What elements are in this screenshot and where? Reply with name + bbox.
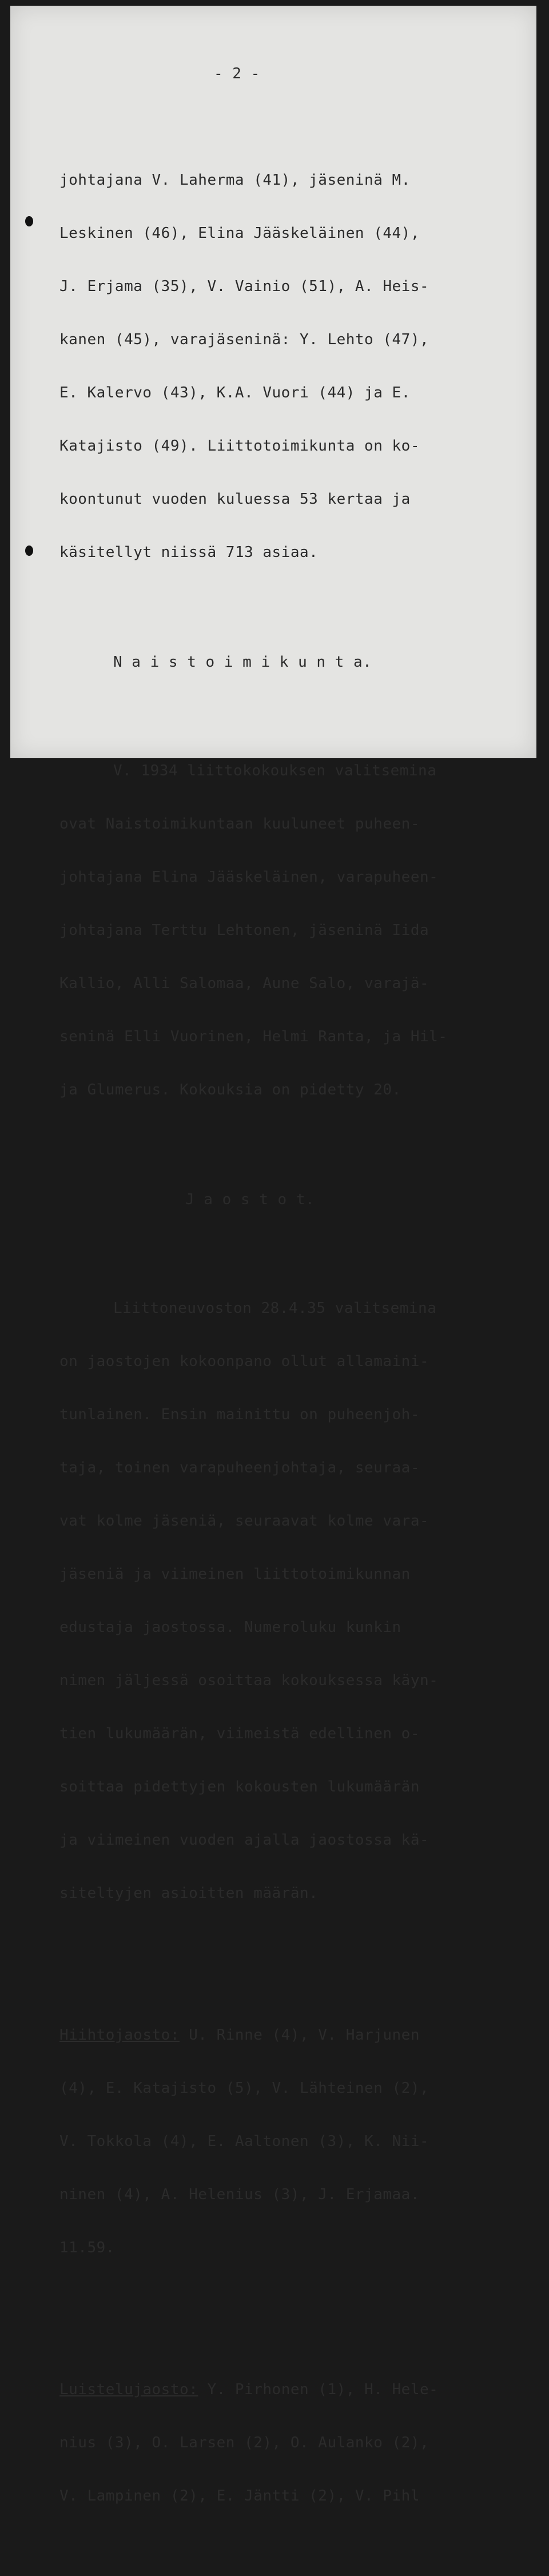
punch-hole-top — [25, 216, 33, 226]
text-line: vat kolme jäseniä, seuraavat kolme vara- — [59, 1512, 429, 1530]
paragraph-1 — [59, 136, 517, 597]
punch-hole-bottom — [25, 546, 33, 556]
text-line: johtajana V. Laherma (41), jäseninä M. — [59, 172, 411, 189]
text-line: edustaja jaostossa. Numeroluku kunkin — [59, 1619, 401, 1636]
text-line: soittaa pidettyjen kokousten lukumäärän — [59, 1778, 420, 1795]
text-line: Liittoneuvoston 28.4.35 valitsemina — [113, 1300, 437, 1317]
text-line: (4), E. Katajisto (5), V. Lähteinen (2), — [59, 2080, 429, 2097]
luistelujaosto-first-line: Y. Pirhonen (1), H. Hele- — [198, 2381, 439, 2398]
text-line: nimen jäljessä osoittaa kokouksessa käyn- — [59, 1672, 439, 1689]
hiihtojaosto-first-line: U. Rinne (4), V. Harjunen — [180, 2026, 420, 2044]
text-line: johtajana Terttu Lehtonen, jäseninä Iida — [59, 922, 429, 939]
text-line: J. Erjama (35), V. Vainio (51), A. Heis- — [59, 278, 429, 295]
document-page — [10, 6, 536, 2505]
paragraph-3 — [59, 1264, 517, 1938]
text-line: E. Kalervo (43), K.A. Vuori (44) ja E. — [59, 384, 411, 401]
text-line: jäseniä ja viimeinen liittotoimikunnan — [59, 1566, 411, 1583]
text-line: kanen (45), varajäseninä: Y. Lehto (47), — [59, 331, 429, 348]
text-line: Kallio, Alli Salomaa, Aune Salo, varajä- — [59, 975, 429, 992]
text-line: nius (3), O. Larsen (2), O. Aulanko (2), — [59, 2434, 429, 2451]
text-line: koontunut vuoden kuluessa 53 kertaa ja — [59, 491, 411, 508]
text-line: johtajana Elina Jääskeläinen, varapuheen- — [59, 869, 439, 886]
heading-naistoimikunta: N a i s t o i m i k u n t a. — [113, 654, 372, 671]
hiihtojaosto-section — [59, 1991, 517, 2292]
luistelujaosto-label: Luistelujaosto: — [59, 2381, 198, 2398]
text-line — [59, 2026, 517, 2044]
heading-jaostot: J a o s t o t. — [185, 1191, 315, 1208]
text-line: ja Glumerus. Kokouksia on pidetty 20. — [59, 1081, 401, 1098]
text-line: V. Tokkola (4), E. Aaltonen (3), K. Nii- — [59, 2133, 429, 2150]
text-line: taja, toinen varapuheenjohtaja, seuraa- — [59, 1459, 420, 1476]
text-line: Leskinen (46), Elina Jääskeläinen (44), — [59, 225, 420, 242]
text-line: seninä Elli Vuorinen, Helmi Ranta, ja Hil- — [59, 1028, 448, 1045]
text-line: Katajisto (49). Liittotoimikunta on ko- — [59, 437, 420, 455]
text-line: on jaostojen kokoonpano ollut allamaini- — [59, 1353, 429, 1370]
text-line: tunlainen. Ensin mainittu on puheenjoh- — [59, 1406, 420, 1423]
hiihtojaosto-label: Hiihtojaosto: — [59, 2026, 180, 2044]
luistelujaosto-section — [59, 2346, 517, 2541]
document-text — [59, 30, 517, 2576]
text-line: V. Lampinen (2), E. Jäntti (2), V. Pihl — [59, 2487, 420, 2505]
page-number: - 2 - — [214, 65, 260, 82]
paragraph-2 — [59, 727, 517, 1134]
text-line: ovat Naistoimikuntaan kuuluneet puheen- — [59, 815, 420, 833]
text-line: tien lukumäärän, viimeistä edellinen o- — [59, 1725, 420, 1742]
text-line: ja viimeinen vuoden ajalla jaostossa kä- — [59, 1832, 429, 1849]
text-line: siteltyjen asioitten määrän. — [59, 1885, 319, 1902]
text-line: V. 1934 liittokokouksen valitsemina — [113, 762, 437, 779]
text-line: ninen (4), A. Helenius (3), J. Erjamaa. — [59, 2186, 420, 2203]
text-line: käsitellyt niissä 713 asiaa. — [59, 544, 319, 561]
text-line — [59, 2381, 517, 2399]
text-line: 11.59. — [59, 2239, 115, 2256]
